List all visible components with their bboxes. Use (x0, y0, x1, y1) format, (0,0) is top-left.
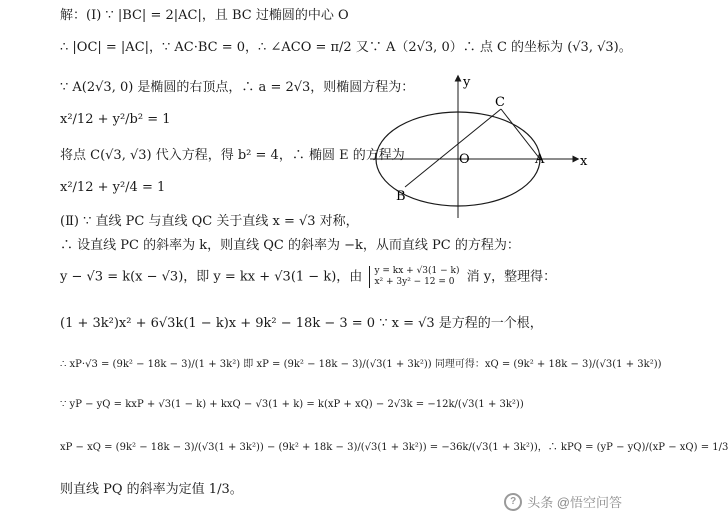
watermark-text: 头条 @悟空问答 (527, 495, 622, 510)
system-row-1: y = kx + √3(1 − k) (374, 266, 460, 276)
solution-line-4: 将点 C(√3, √3) 代入方程，得 b² = 4，∴ 椭圆 E 的方程为 (60, 148, 405, 163)
solution-line-2: ∴ |OC| = |AC|，∵ AC·BC = 0，∴ ∠ACO = π/2 又∵ A（2√3, 0）∴ 点 C 的坐标为 (√3, √3)。 (60, 40, 632, 55)
xp-xq-derivation: ∴ xP·√3 = (9k² − 18k − 3)/(1 + 3k²) 即 xP = (9k² − 18k − 3)/(√3(1 + 3k²)) 同理可得：xQ = (9k² + 18k − 3)/(√3(1 + 3k²)) (60, 359, 662, 370)
y-axis-label: y (463, 75, 471, 90)
equation-system (369, 266, 459, 288)
ellipse-graph (370, 72, 592, 220)
x-axis-label: x (580, 154, 588, 169)
segment-bc (405, 109, 501, 187)
conclusion-line: 则直线 PQ 的斜率为定值 1/3。 (60, 482, 243, 497)
watermark (504, 492, 622, 511)
solution-line-7 (60, 266, 556, 288)
slope-pq-derivation: xP − xQ = (9k² − 18k − 3)/(√3(1 + 3k²)) − (9k² + 18k − 3)/(√3(1 + 3k²)) = −36k/(√3(1 + 3k²))，∴ kPQ = (yP − yQ)/(xP − xQ) = 1/3 (60, 442, 728, 453)
solution-line-3: ∵ A(2√3, 0) 是椭圆的右顶点，∴ a = 2√3，则椭圆方程为： (60, 80, 415, 95)
point-c-label: C (495, 95, 505, 110)
origin-label: O (459, 152, 470, 167)
point-b-label: B (396, 189, 406, 204)
ellipse-general-equation: x²/12 + y²/b² = 1 (60, 112, 171, 127)
line-equation-text: y − √3 = k(x − √3)，即 y = kx + √3(1 − k)，由 (60, 269, 363, 285)
wukong-logo-icon: ? (504, 493, 522, 511)
point-a-label: A (535, 152, 545, 167)
solution-line-5: (Ⅱ) ∵ 直线 PC 与直线 QC 关于直线 x = √3 对称， (60, 214, 359, 229)
yp-minus-yq-derivation: ∵ yP − yQ = kxP + √3(1 − k) + kxQ − √3(1 + k) = k(xP + xQ) − 2√3k = −12k/(√3(1 + 3k²)) (60, 399, 524, 410)
eliminate-y-text: 消 y，整理得： (466, 269, 557, 285)
solution-line-1: 解：(Ⅰ) ∵ |BC| = 2|AC|，且 BC 过椭圆的中心 O (60, 8, 349, 23)
system-row-2: x² + 3y² − 12 = 0 (374, 277, 455, 287)
quadratic-equation-line: (1 + 3k²)x² + 6√3k(1 − k)x + 9k² − 18k − 3 = 0 ∵ x = √3 是方程的一个根， (60, 316, 543, 331)
ellipse-final-equation: x²/12 + y²/4 = 1 (60, 180, 166, 195)
solution-line-6: ∴ 设直线 PC 的斜率为 k，则直线 QC 的斜率为 −k，从而直线 PC 的方程为： (60, 238, 520, 253)
